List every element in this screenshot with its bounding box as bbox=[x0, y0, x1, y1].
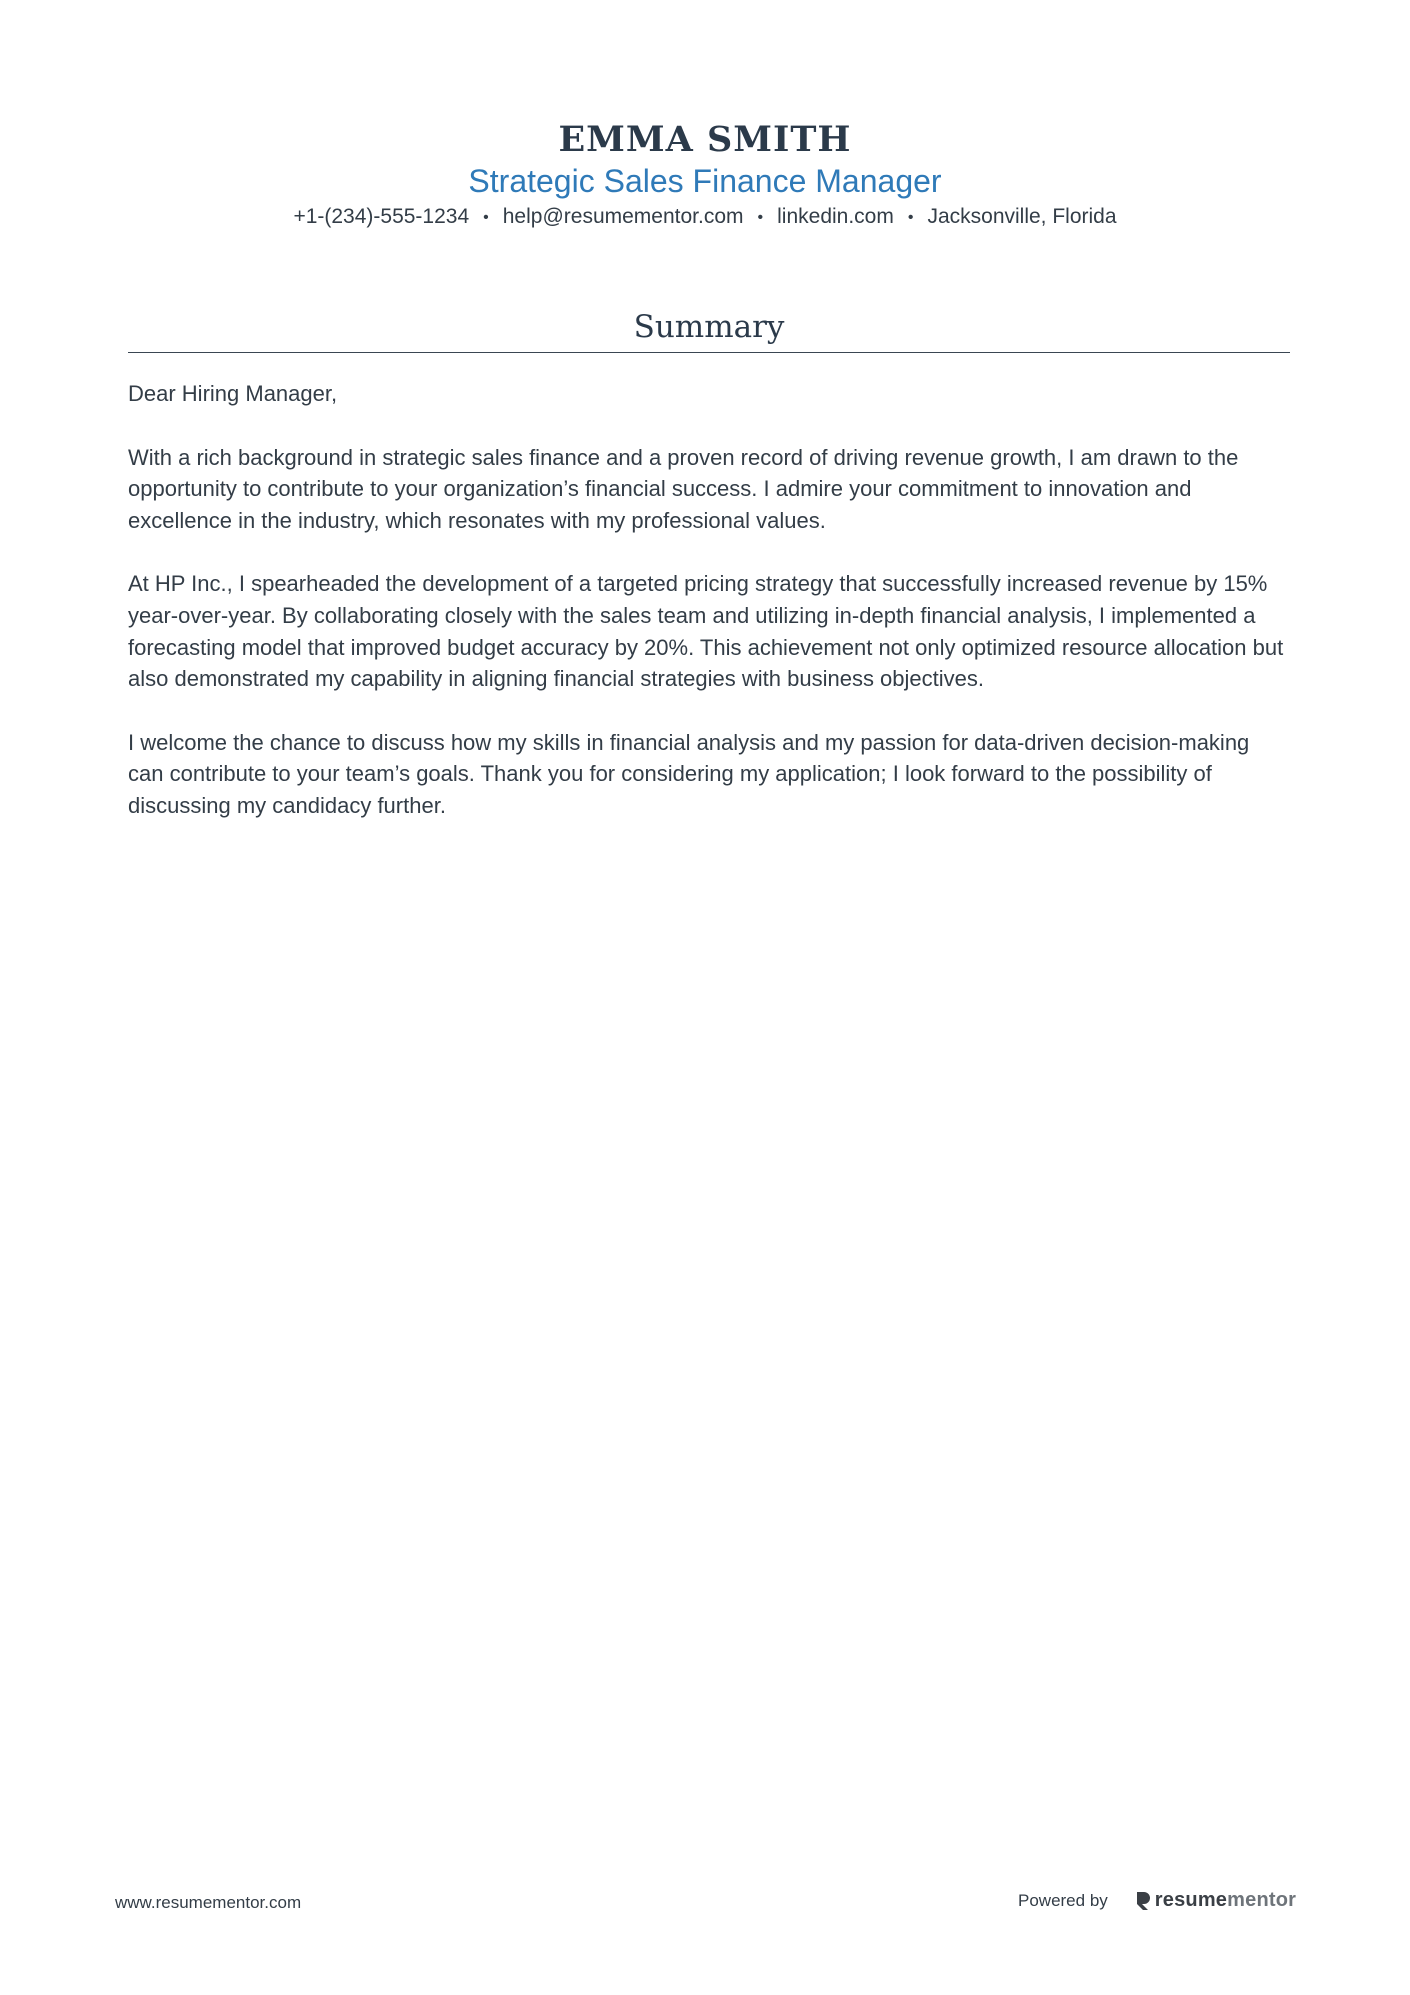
letter-paragraph: I welcome the chance to discuss how my skills in financial analysis and my passion for data-driven decision-making can contribute to your team’s goals. Thank you for considering my application; I look forward to the possibility of discussing my candidacy further. bbox=[128, 729, 1250, 818]
letter-paragraph: At HP Inc., I spearheaded the development of a targeted pricing strategy that successfully increased revenue by 15% year-over-year. By collaborating closely with the sales team and utilizing in-depth financial analysis, I implemented a forecasting model that improved budget accuracy by 20%. This achievement not only optimized resource allocation but also demonstrated my capability in aligning financial strategies with business objectives. bbox=[128, 571, 1284, 692]
brand-name-strong: resume bbox=[1154, 1889, 1228, 1911]
brand-name-light: mentor bbox=[1227, 1889, 1297, 1911]
contact-separator: • bbox=[907, 209, 914, 226]
resumementor-logo-icon bbox=[1136, 1891, 1151, 1911]
letter-body bbox=[128, 378, 1290, 854]
contact-location: Jacksonville, Florida bbox=[927, 205, 1117, 228]
footer-website: www.resumementor.com bbox=[115, 1893, 302, 1912]
job-title: Strategic Sales Finance Manager bbox=[468, 163, 942, 199]
contact-linkedin: linkedin.com bbox=[777, 205, 894, 228]
contact-separator: • bbox=[757, 209, 764, 226]
contact-separator: • bbox=[483, 209, 489, 226]
footer-branding bbox=[1018, 1889, 1296, 1912]
letter-paragraph: With a rich background in strategic sales finance and a proven record of driving revenue growth, I am drawn to the opportunity to contribute to your organization’s financial success. I admire your commitment to innovation and excellence in the industry, which resonates with my professional values. bbox=[128, 444, 1239, 533]
contact-line bbox=[0, 202, 1410, 233]
brand-logo bbox=[1136, 1889, 1296, 1912]
candidate-name: EMMA SMITH bbox=[558, 119, 852, 160]
contact-phone: +1-(234)-555-1234 bbox=[293, 205, 470, 228]
section-title-summary: Summary bbox=[633, 309, 785, 345]
letter-greeting: Dear Hiring Manager, bbox=[128, 381, 338, 406]
powered-by-label: Powered by bbox=[1018, 1890, 1108, 1910]
letter-header bbox=[0, 118, 1410, 233]
section-divider bbox=[128, 352, 1290, 353]
contact-email: help@resumementor.com bbox=[502, 205, 744, 228]
